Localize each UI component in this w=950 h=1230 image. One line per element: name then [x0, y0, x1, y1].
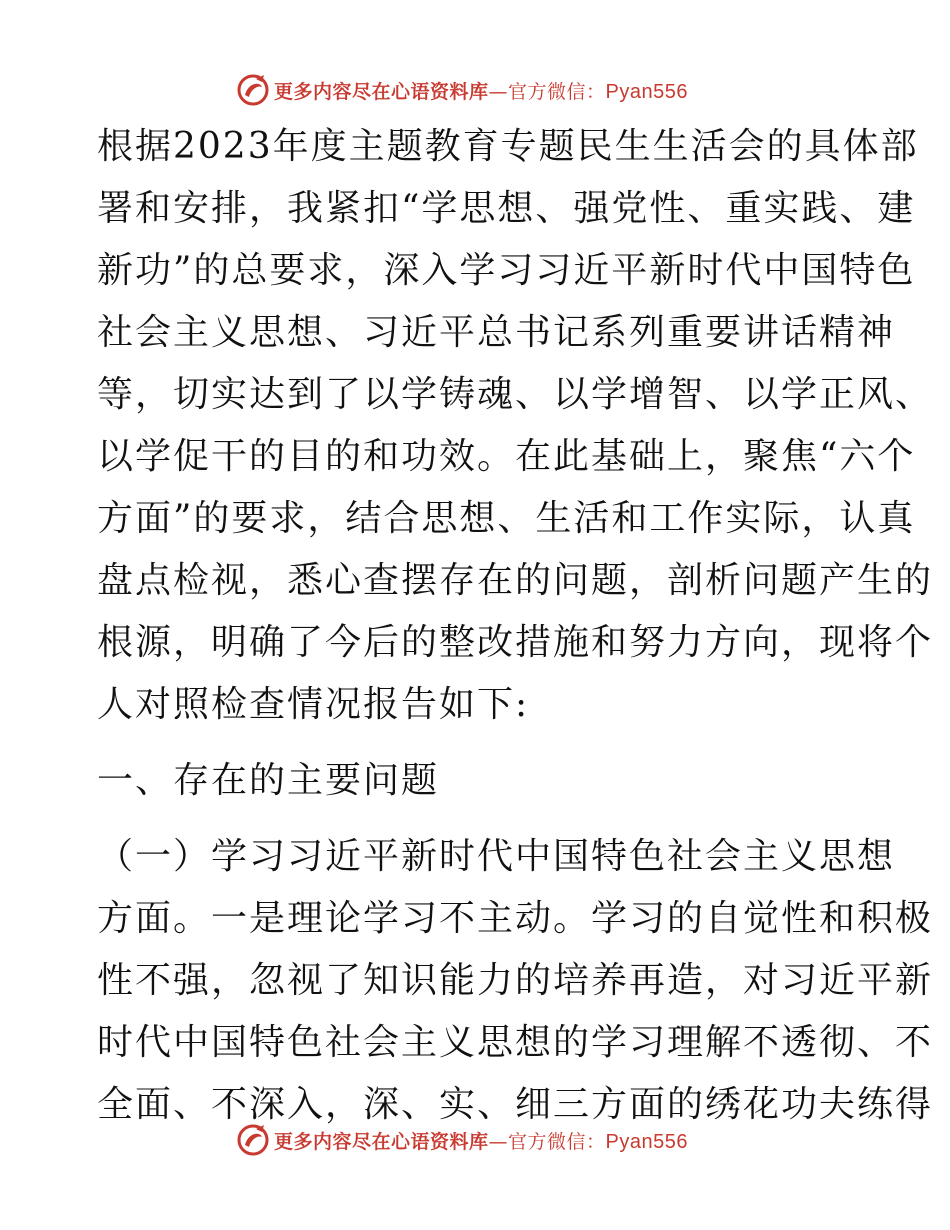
watermark-official-label: 官方微信： — [508, 80, 606, 103]
paragraph-line: 盘点检视，悉心查摆存在的问题，剖析问题产生的 — [97, 560, 934, 601]
watermark-official-label: 官方微信： — [508, 1130, 606, 1153]
watermark-text — [274, 77, 688, 104]
red-swirl-logo-icon — [236, 1123, 270, 1157]
paragraph-line: 新功”的总要求，深入学习习近平新时代中国特色 — [97, 250, 916, 291]
watermark-wechat-id: Pyan556 — [605, 1130, 688, 1153]
watermark-separator: — — [488, 80, 509, 103]
paragraph-line: 根源，明确了今后的整改措施和努力方向，现将个 — [97, 622, 934, 663]
paragraph-line: 方面”的要求，结合思想、生活和工作实际，认真 — [97, 498, 916, 539]
footer-watermark — [236, 1122, 688, 1158]
paragraph-line: 全面、不深入，深、实、细三方面的绣花功夫练得 — [97, 1084, 934, 1125]
paragraph-line: 性不强，忽视了知识能力的培养再造，对习近平新 — [97, 960, 934, 1001]
paragraph-line: 根据2023年度主题教育专题民生生活会的具体部 — [97, 126, 919, 167]
paragraph-line: 时代中国特色社会主义思想的学习理解不透彻、不 — [97, 1022, 934, 1063]
watermark-main-text: 更多内容尽在心语资料库 — [274, 80, 489, 103]
subsection-heading-line: （一）学习习近平新时代中国特色社会主义思想 — [97, 836, 896, 877]
section-heading: 一、存在的主要问题 — [97, 760, 440, 801]
red-swirl-logo-icon — [236, 73, 270, 107]
header-watermark — [236, 72, 688, 108]
watermark-wechat-id: Pyan556 — [605, 80, 688, 103]
watermark-main-text: 更多内容尽在心语资料库 — [274, 1130, 489, 1153]
paragraph-line: 方面。一是理论学习不主动。学习的自觉性和积极 — [97, 898, 934, 939]
watermark-separator: — — [488, 1130, 509, 1153]
paragraph-line: 以学促干的目的和功效。在此基础上，聚焦“六个 — [97, 436, 916, 477]
paragraph-line: 社会主义思想、习近平总书记系列重要讲话精神 — [97, 312, 896, 353]
watermark-text — [274, 1127, 688, 1154]
paragraph-line: 人对照检查情况报告如下: — [97, 684, 530, 725]
paragraph-line: 署和安排，我紧扣“学思想、强党性、重实践、建 — [97, 188, 916, 229]
paragraph-line: 等，切实达到了以学铸魂、以学增智、以学正风、 — [97, 374, 934, 415]
